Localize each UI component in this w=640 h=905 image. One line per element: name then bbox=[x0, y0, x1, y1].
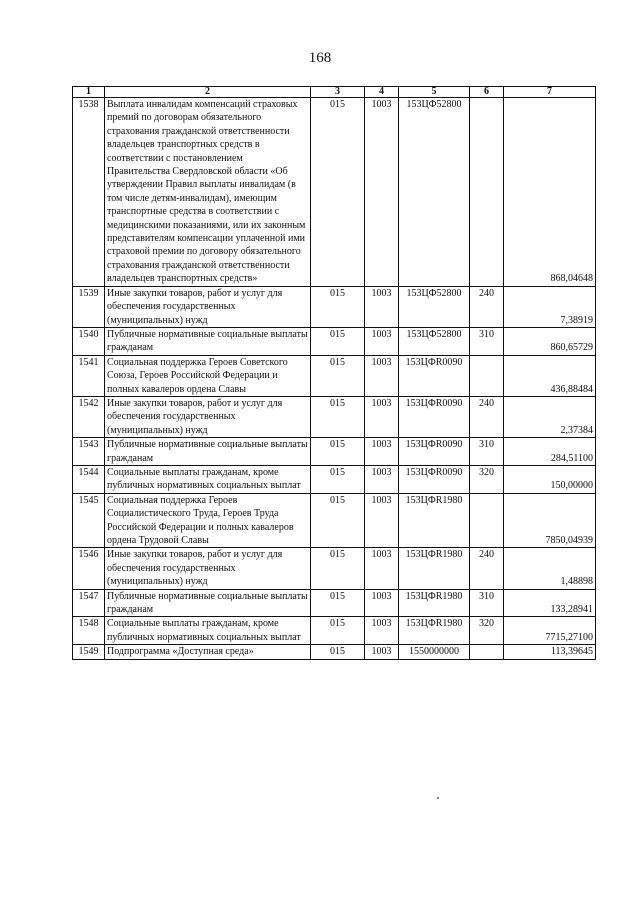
row-col-6: 310 bbox=[470, 589, 504, 617]
row-col-4: 1003 bbox=[365, 645, 399, 659]
row-col-3: 015 bbox=[311, 465, 365, 493]
row-col-5: 153ЦФ52800 bbox=[399, 327, 470, 355]
table-row bbox=[73, 465, 596, 493]
row-col-5: 153ЦФR0090 bbox=[399, 438, 470, 466]
row-amount: 1,48898 bbox=[504, 548, 596, 589]
row-amount: 113,39645 bbox=[504, 645, 596, 659]
header-col-5: 5 bbox=[399, 87, 470, 98]
row-number: 1544 bbox=[73, 465, 105, 493]
row-col-4: 1003 bbox=[365, 493, 399, 548]
row-number: 1539 bbox=[73, 286, 105, 327]
row-col-3: 015 bbox=[311, 493, 365, 548]
row-col-4: 1003 bbox=[365, 617, 399, 645]
header-col-6: 6 bbox=[470, 87, 504, 98]
table-row bbox=[73, 327, 596, 355]
row-description: Публичные нормативные социальные выплаты гражданам bbox=[105, 589, 311, 617]
row-description: Выплата инвалидам компенсаций страховых премий по договорам обязательного страхования гражданской ответственности владельцев транспортных средств в соответствии с постановлением Правительства Свердловской области «Об утверждении Правил выплаты инвалидам (в том числе детям-инвалидам), имеющим транспортные средства в соответствии с медицинскими показаниями, или их законным представителям компенсации уплаченной ими страховой премии по договору обязательного страхования гражданской ответственности владельцев транспортных средств» bbox=[105, 98, 311, 287]
row-amount: 2,37384 bbox=[504, 396, 596, 437]
table-row bbox=[73, 438, 596, 466]
row-col-5: 153ЦФR0090 bbox=[399, 465, 470, 493]
row-amount: 7715,27100 bbox=[504, 617, 596, 645]
row-col-3: 015 bbox=[311, 355, 365, 396]
table-row bbox=[73, 645, 596, 659]
row-description: Иные закупки товаров, работ и услуг для обеспечения государственных (муниципальных) нужд bbox=[105, 286, 311, 327]
row-col-3: 015 bbox=[311, 396, 365, 437]
row-col-6: 240 bbox=[470, 396, 504, 437]
row-col-4: 1003 bbox=[365, 465, 399, 493]
table-row bbox=[73, 286, 596, 327]
table-row bbox=[73, 589, 596, 617]
table-row bbox=[73, 548, 596, 589]
row-col-6: 310 bbox=[470, 327, 504, 355]
row-amount: 284,51100 bbox=[504, 438, 596, 466]
row-description: Иные закупки товаров, работ и услуг для обеспечения государственных (муниципальных) нужд bbox=[105, 396, 311, 437]
row-col-5: 153ЦФ52800 bbox=[399, 98, 470, 287]
row-col-5: 153ЦФR1980 bbox=[399, 493, 470, 548]
row-number: 1549 bbox=[73, 645, 105, 659]
row-col-6: 240 bbox=[470, 548, 504, 589]
row-col-4: 1003 bbox=[365, 286, 399, 327]
table-header-row bbox=[73, 87, 596, 98]
row-number: 1547 bbox=[73, 589, 105, 617]
row-amount: 436,88484 bbox=[504, 355, 596, 396]
row-col-6 bbox=[470, 493, 504, 548]
row-col-3: 015 bbox=[311, 327, 365, 355]
budget-table bbox=[72, 86, 596, 660]
header-col-1: 1 bbox=[73, 87, 105, 98]
row-number: 1538 bbox=[73, 98, 105, 287]
table-row bbox=[73, 617, 596, 645]
row-description: Социальные выплаты гражданам, кроме публичных нормативных социальных выплат bbox=[105, 617, 311, 645]
row-number: 1545 bbox=[73, 493, 105, 548]
row-col-4: 1003 bbox=[365, 327, 399, 355]
row-col-6: 240 bbox=[470, 286, 504, 327]
row-number: 1543 bbox=[73, 438, 105, 466]
row-col-5: 153ЦФR1980 bbox=[399, 548, 470, 589]
row-col-5: 153ЦФR0090 bbox=[399, 355, 470, 396]
row-col-6: 320 bbox=[470, 617, 504, 645]
row-number: 1548 bbox=[73, 617, 105, 645]
row-col-6 bbox=[470, 355, 504, 396]
row-col-6 bbox=[470, 98, 504, 287]
row-col-4: 1003 bbox=[365, 548, 399, 589]
row-description: Публичные нормативные социальные выплаты гражданам bbox=[105, 438, 311, 466]
row-amount: 133,28941 bbox=[504, 589, 596, 617]
row-col-5: 153ЦФ52800 bbox=[399, 286, 470, 327]
table-row bbox=[73, 355, 596, 396]
row-col-6 bbox=[470, 645, 504, 659]
row-amount: 7850,04939 bbox=[504, 493, 596, 548]
row-col-6: 310 bbox=[470, 438, 504, 466]
row-col-3: 015 bbox=[311, 617, 365, 645]
row-number: 1546 bbox=[73, 548, 105, 589]
header-col-3: 3 bbox=[311, 87, 365, 98]
row-col-4: 1003 bbox=[365, 355, 399, 396]
row-col-3: 015 bbox=[311, 645, 365, 659]
row-col-3: 015 bbox=[311, 438, 365, 466]
table-row bbox=[73, 396, 596, 437]
page-number: 168 bbox=[308, 50, 332, 66]
row-col-5: 153ЦФR0090 bbox=[399, 396, 470, 437]
row-col-5: 153ЦФR1980 bbox=[399, 617, 470, 645]
row-col-4: 1003 bbox=[365, 438, 399, 466]
header-col-4: 4 bbox=[365, 87, 399, 98]
row-col-4: 1003 bbox=[365, 98, 399, 287]
row-description: Социальная поддержка Героев Социалистического Труда, Героев Труда Российской Федерации и полных кавалеров ордена Трудовой Славы bbox=[105, 493, 311, 548]
row-amount: 150,00000 bbox=[504, 465, 596, 493]
row-number: 1542 bbox=[73, 396, 105, 437]
row-description: Социальная поддержка Героев Советского Союза, Героев Российской Федерации и полных кавалеров ордена Славы bbox=[105, 355, 311, 396]
header-col-7: 7 bbox=[504, 87, 596, 98]
table-row bbox=[73, 493, 596, 548]
row-col-3: 015 bbox=[311, 98, 365, 287]
row-description: Подпрограмма «Доступная среда» bbox=[105, 645, 311, 659]
row-col-3: 015 bbox=[311, 286, 365, 327]
table-row bbox=[73, 98, 596, 287]
row-col-3: 015 bbox=[311, 589, 365, 617]
row-description: Иные закупки товаров, работ и услуг для обеспечения государственных (муниципальных) нужд bbox=[105, 548, 311, 589]
row-col-6: 320 bbox=[470, 465, 504, 493]
row-col-4: 1003 bbox=[365, 396, 399, 437]
row-description: Публичные нормативные социальные выплаты гражданам bbox=[105, 327, 311, 355]
row-col-5: 1550000000 bbox=[399, 645, 470, 659]
row-amount: 7,38919 bbox=[504, 286, 596, 327]
row-col-4: 1003 bbox=[365, 589, 399, 617]
row-description: Социальные выплаты гражданам, кроме публичных нормативных социальных выплат bbox=[105, 465, 311, 493]
row-number: 1540 bbox=[73, 327, 105, 355]
row-amount: 868,04648 bbox=[504, 98, 596, 287]
row-col-3: 015 bbox=[311, 548, 365, 589]
header-col-2: 2 bbox=[105, 87, 311, 98]
row-col-5: 153ЦФR1980 bbox=[399, 589, 470, 617]
row-number: 1541 bbox=[73, 355, 105, 396]
row-amount: 860,65729 bbox=[504, 327, 596, 355]
scan-speck bbox=[437, 797, 439, 799]
